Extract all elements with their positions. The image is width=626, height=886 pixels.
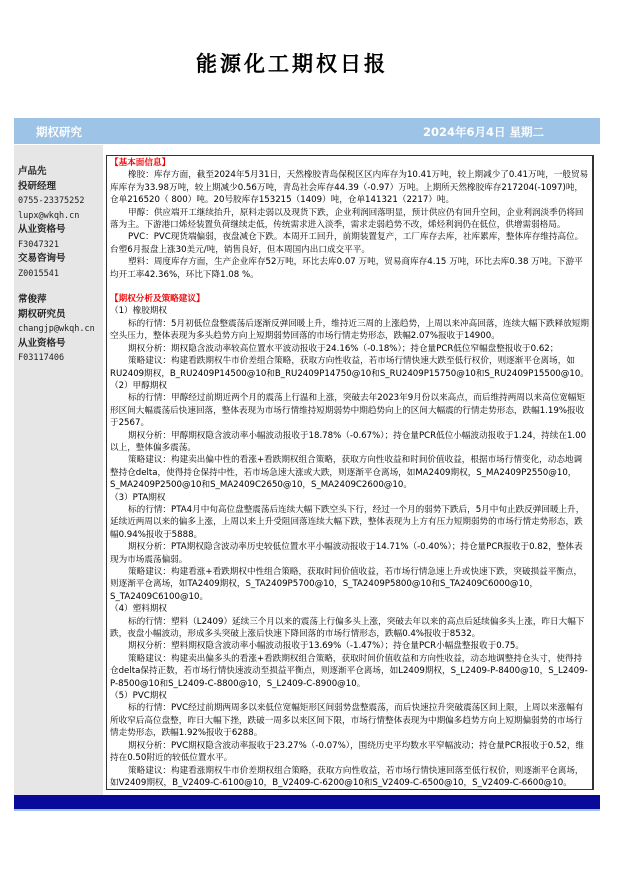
author-role: 期权研究员: [18, 308, 66, 320]
fundamentals-paragraph: 橡胶：库存方面，截至2024年5月31日，天然橡胶青岛保税区区内库存为10.41万吨，较上期减少了0.41万吨，一般贸易库库存为33.98万吨，较上期减少0.56万吨，青岛社会库存44.39（-0.97）万吨。上期所天然橡胶库存217204(-1097)吨，仓单216520（ 800）吨。20号胶库存153215（1409）吨，仓单141321（2217）吨。: [110, 170, 589, 206]
section-paragraph: 标的行情：PVC经过前期两周多以来低位宽幅矩形区间弱势盘整震荡，而后快速拉升突破震荡区间上限，上周以来涨幅有所收窄后高位盘整，昨日大幅下挫，跌破一周多以来区间下限，市场行情整体表现为中期偏多趋势方向上短期偏弱势的市场行情走势形态，跌幅1.92%报收于6288。: [110, 703, 584, 739]
section-title: （2）甲醇期权: [110, 380, 168, 391]
section-paragraph: 期权分析：PTA期权隐含波动率历史较低位置水平小幅波动报收于14.71%（-0.40%）；持仓量PCR报收于0.82，整体表现为市场震荡偏弱。: [110, 542, 583, 565]
section-paragraph: 标的行情：塑料（L2409）延续三个月以来的震荡上行偏多头上涨，突破去年以来的高点后延续偏多头上涨，昨日大幅下跌，夜盘小幅波动，形成多头突破上涨后快速下降回落的市场行情形态，跌幅0.4%报收于8532。: [110, 616, 585, 640]
consult-label: 交易咨询号: [18, 253, 66, 264]
cert-number: F3047321: [18, 239, 59, 250]
section-paragraph: 期权分析：期权隐含波动率较高位置水平波动报收于24.16%（-0.18%）；持仓量PCR低位窄幅盘整报收于0.62；: [128, 343, 559, 354]
section-paragraph: 策略建议：构建卖出偏多头的看涨+看跌期权组合策略，获取时间价值收益和方向性收益，动态地调整持仓头寸，使得持仓delta保持正数，若市场行情快速波动至损益平衡点，则逐渐平仓离场，如L2409期权，S_L2409-P-8400@10，S_L2409-P-8500@10和S_L2409-C-8800@10，S_L2409-C-8900@10。: [110, 653, 588, 689]
section-paragraph: 策略建议：构建看涨+看跌期权中性组合策略，获取时间价值收益，若市场行情急速上升或快速下跌，突破损益平衡点，则逐渐平仓离场，如TA2409期权，S_TA2409P5700@10，S_TA2409P5800@10和S_TA2409C6000@10，S_TA2409C6100@10。: [110, 567, 583, 602]
section-paragraph: 策略建议：构建看涨期权牛市价差期权组合策略，获取方向性收益，若市场行情快速回落至低行权价，则逐渐平仓离场，如V2409期权，B_V2409-C-6100@10，B_V2409-C-6200@10和S_V2409-C-6500@10，S_V2409-C-6600@10。: [110, 765, 584, 788]
author-1: [18, 165, 85, 281]
consult-number: Z0015541: [18, 268, 59, 279]
section-paragraph: 期权分析：PVC期权隐含波动率报收于23.27%（-0.07%），围绕历史平均数水平窄幅波动；持仓量PCR报收于0.52，维持在0.50附近的较低位置水平。: [110, 740, 585, 764]
author-2: [18, 293, 95, 366]
cert-label: 从业资格号: [18, 337, 66, 349]
cert-number: F03117406: [18, 353, 65, 363]
author-email[interactable]: changjp@wkqh.cn: [18, 324, 95, 334]
analysis-sections: [110, 305, 589, 789]
fundamentals-paragraph: 甲醇：供应端开工继续抬升，原料走弱以及现货下跌，企业利润回落明显，预计供应仍有回升空间，企业利润淡季仍将回落为主。下游港口烯烃装置负荷继续走低，传统需求进入淡季，需求走弱趋势不改，烯烃利润仍在低位，供增需弱格局。: [110, 207, 584, 231]
section-paragraph: 标的行情：5月初低位盘整震荡后逐渐反弹回暖上升，维持近三周的上涨趋势，上周以来冲高回落，连续大幅下跌释放短期空头压力，整体表现为多头趋势方向上短期弱势回落的市场行情走势形态，跌幅2.07%报收于14900。: [110, 318, 589, 342]
section-title: （4）塑料期权: [110, 604, 168, 615]
section-paragraph: 标的行情：PTA4月中旬高位盘整震荡后连续大幅下跌空头下行，经过一个月的弱势下跌后，5月中旬止跌反弹回暖上升，延续近两周以来的偏多上涨，上周以来上升受阻回落连续大幅下跌，整体表现为上方有压力短期弱势的市场行情走势形态，跌幅0.94%报收于5888。: [110, 504, 585, 540]
section-title: （1）橡胶期权: [110, 306, 168, 317]
analysis-heading: 【期权分析及策略建议】: [110, 294, 205, 305]
fundamentals-paragraph: PVC：PVC现货端偏弱，夜盘减仓下跌。本周开工回升，前期装置复产，工厂库存去库，社库累库，整体库存维持高位。台塑6月报盘上涨30美元/吨，销售良好，但本周国内出口成交平平。: [110, 232, 584, 255]
header-bar: [14, 118, 600, 144]
department-label: 期权研究: [36, 125, 82, 139]
section-paragraph: 策略建议：构建看跌期权牛市价差组合策略，获取方向性收益，若市场行情快速大跌至低行权价，则逐渐平仓离场，如RU2409期权，B_RU2409P14500@10和B_RU2409P14750@10和S_RU2409P15750@10和S_RU2409P15500@10。: [110, 356, 589, 379]
report-date: 2024年6月4日 星期二: [422, 125, 544, 139]
author-role: 投研经理: [18, 180, 57, 192]
author-email[interactable]: lupx@wkqh.cn: [18, 210, 80, 221]
cert-label: 从业资格号: [18, 224, 66, 235]
section-title: （3）PTA期权: [110, 492, 166, 503]
section-paragraph: 标的行情：甲醇经过前期近两个月的震荡上行温和上涨，突破去年2023年9月份以来高点，而后维持两周以来高位宽幅矩形区间大幅震荡后快速回落，整体表现为市场行情维持短期弱势中期趋势向上的区间大幅震的行情走势形态，跌幅1.19%报收于2567。: [110, 393, 586, 429]
section-paragraph: 策略建议：构建卖出偏中性的看涨+看跌期权组合策略，获取方向性收益和时间价值收益，根据市场行情变化，动态地调整持仓delta，使得持仓保持中性，若市场急速大涨或大跌，则逐渐平仓离场，如MA2409期权，S_MA2409P2550@10，S_MA2409P2500@10和S_MA2409C2650@10，S_MA2409C2600@10。: [110, 455, 583, 491]
report-body: [106, 155, 594, 790]
footer-bar: [14, 795, 600, 811]
fundamentals-heading: 【基本面信息】: [110, 158, 171, 168]
fundamentals-paragraph: 塑料：周度库存方面，生产企业库存52万吨，环比去库0.07 万吨，贸易商库存4.15 万吨，环比去库0.38 万吨。下游平均开工率42.36%，环比下降1.08 %。: [110, 257, 583, 280]
section-paragraph: 期权分析：塑料期权隐含波动率小幅波动报收于13.69%（-1.47%）；持仓量PCR小幅盘整报收于0.75。: [128, 641, 524, 652]
section-title: （5）PVC期权: [110, 691, 167, 702]
author-name: 常俊萍: [18, 294, 47, 305]
author-phone: 0755-23375252: [18, 196, 85, 206]
section-paragraph: 期权分析：甲醇期权隐含波动率小幅波动报收于18.78%（-0.67%）；持仓量PCR低位小幅波动报收于1.24，持续在1.00以上，整体偏多震荡。: [110, 430, 587, 453]
report-title: 能源化工期权日报: [196, 51, 388, 76]
author-sidebar: [14, 145, 103, 795]
author-name: 卢品先: [18, 166, 47, 177]
